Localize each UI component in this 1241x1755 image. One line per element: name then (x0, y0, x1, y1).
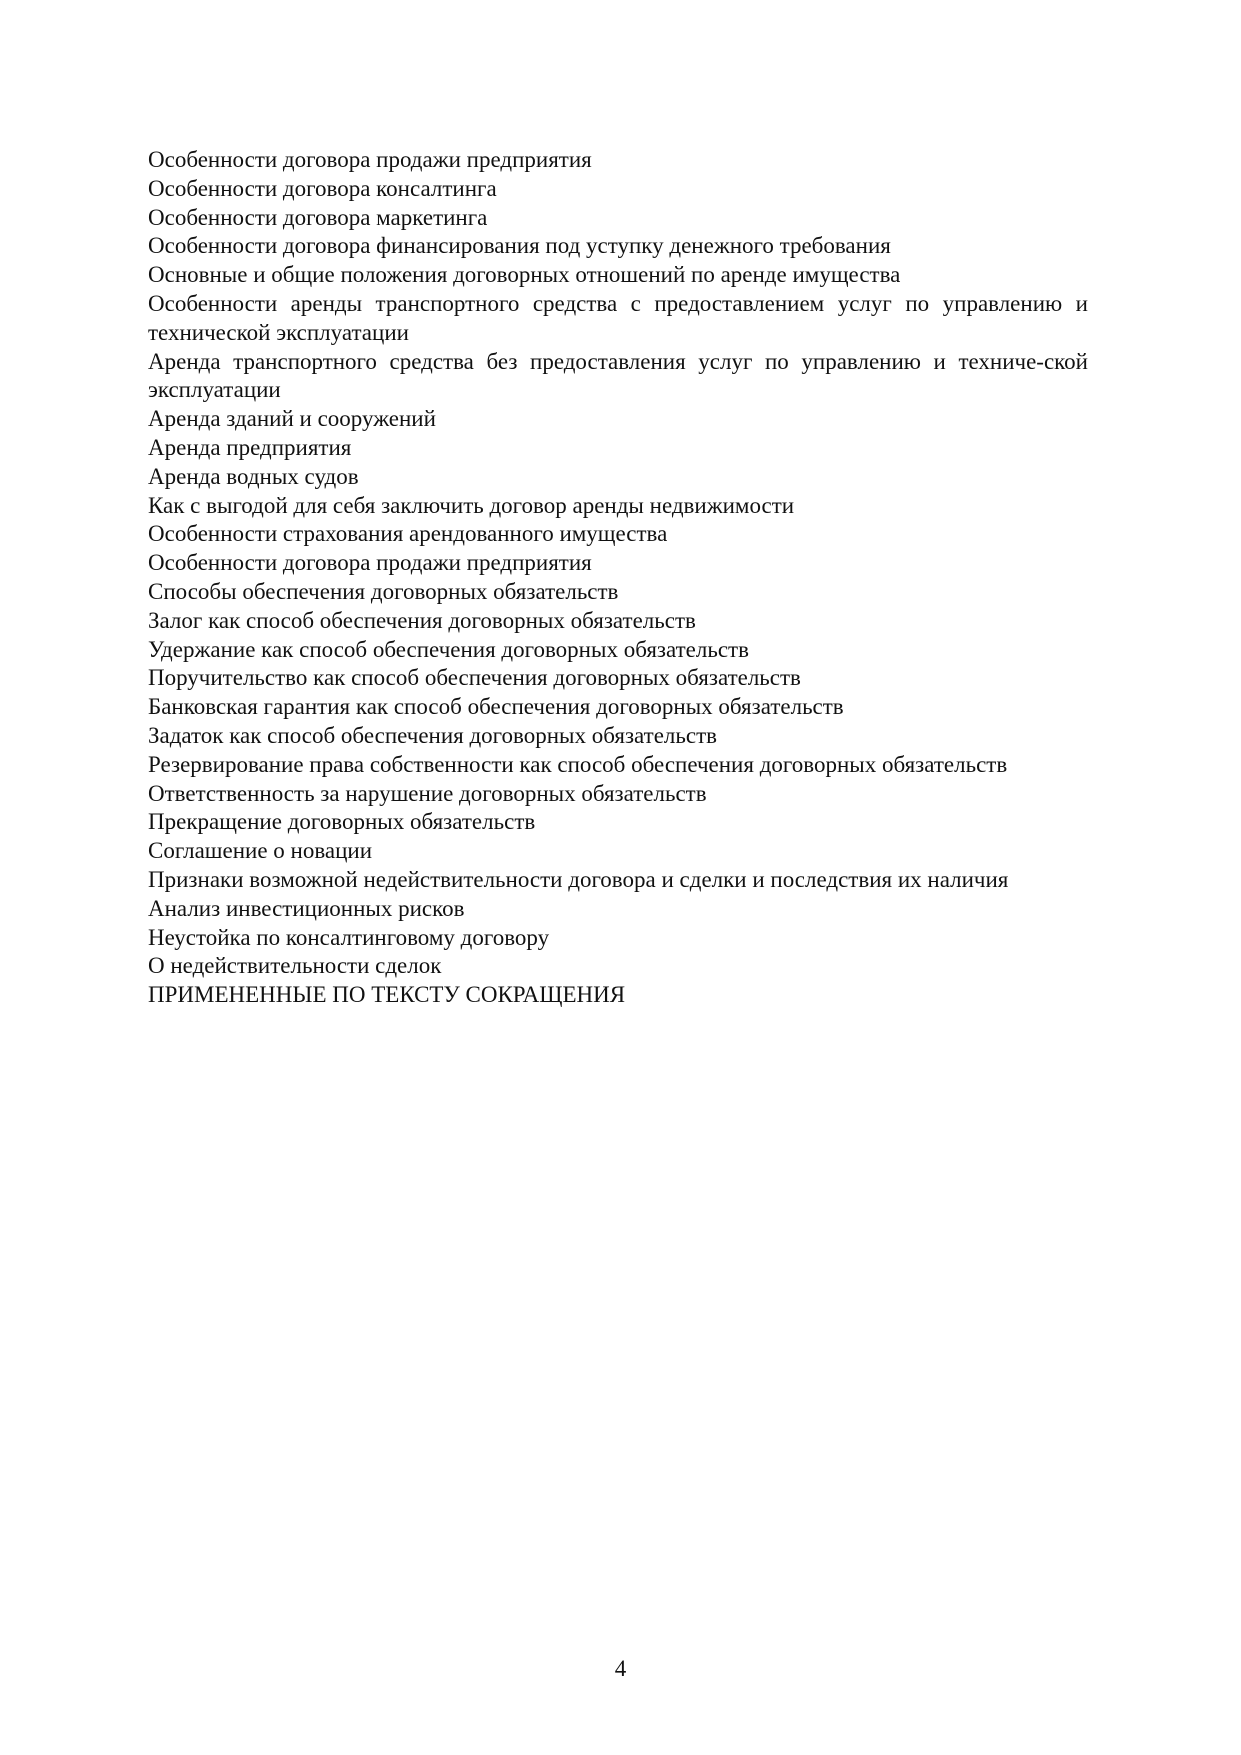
toc-entry: Неустойка по консалтинговому договору (148, 924, 550, 950)
toc-entry: Особенности договора маркетинга (148, 204, 488, 230)
toc-entry: Залог как способ обеспечения договорных обязательств (148, 607, 696, 633)
toc-entry: Ответственность за нарушение договорных обязательств (148, 780, 707, 806)
toc-entry: Особенности договора финансирования под уступку денежного требования (148, 233, 891, 259)
toc-entry: Прекращение договорных обязательств (148, 809, 536, 835)
toc-entry: Поручительство как способ обеспечения договорных обязательств (148, 665, 801, 691)
table-of-contents (148, 146, 1088, 1010)
toc-entry: О недействительности сделок (148, 953, 442, 979)
toc-entry: Аренда предприятия (148, 434, 352, 460)
toc-entry: Задаток как способ обеспечения договорных обязательств (148, 722, 718, 748)
toc-entry: Основные и общие положения договорных отношений по аренде имущества (148, 262, 901, 288)
toc-entry: Особенности аренды транспортного средства с предоставлением услуг по управлению и технической эксплуатации (148, 290, 1088, 345)
toc-entry: Особенности договора продажи предприятия (148, 147, 592, 172)
toc-entry: Способы обеспечения договорных обязательств (148, 578, 619, 604)
toc-entry: Резервирование права собственности как способ обеспечения договорных обязательств (148, 751, 1008, 777)
toc-entry: Как с выгодой для себя заключить договор аренды недвижимости (148, 492, 795, 518)
toc-entry: Особенности договора продажи предприятия (148, 550, 592, 576)
toc-entry: Аренда транспортного средства без предоставления услуг по управлению и техниче-ской эксплуатации (148, 348, 1088, 403)
toc-entry: Особенности страхования арендованного имущества (148, 521, 668, 547)
toc-entry: Аренда водных судов (148, 463, 359, 489)
page-number: 4 (614, 1656, 627, 1681)
toc-entry: Аренда зданий и сооружений (148, 406, 436, 432)
toc-entry: Удержание как способ обеспечения договорных обязательств (148, 636, 749, 662)
toc-entry: Анализ инвестиционных рисков (148, 895, 465, 921)
toc-entry: ПРИМЕНЕННЫЕ ПО ТЕКСТУ СОКРАЩЕНИЯ (148, 982, 626, 1008)
toc-entry: Банковская гарантия как способ обеспечения договорных обязательств (148, 694, 844, 720)
toc-entry: Особенности договора консалтинга (148, 175, 497, 201)
toc-entry: Соглашение о новации (148, 838, 373, 864)
toc-entry: Признаки возможной недействительности договора и сделки и последствия их наличия (148, 866, 1009, 892)
